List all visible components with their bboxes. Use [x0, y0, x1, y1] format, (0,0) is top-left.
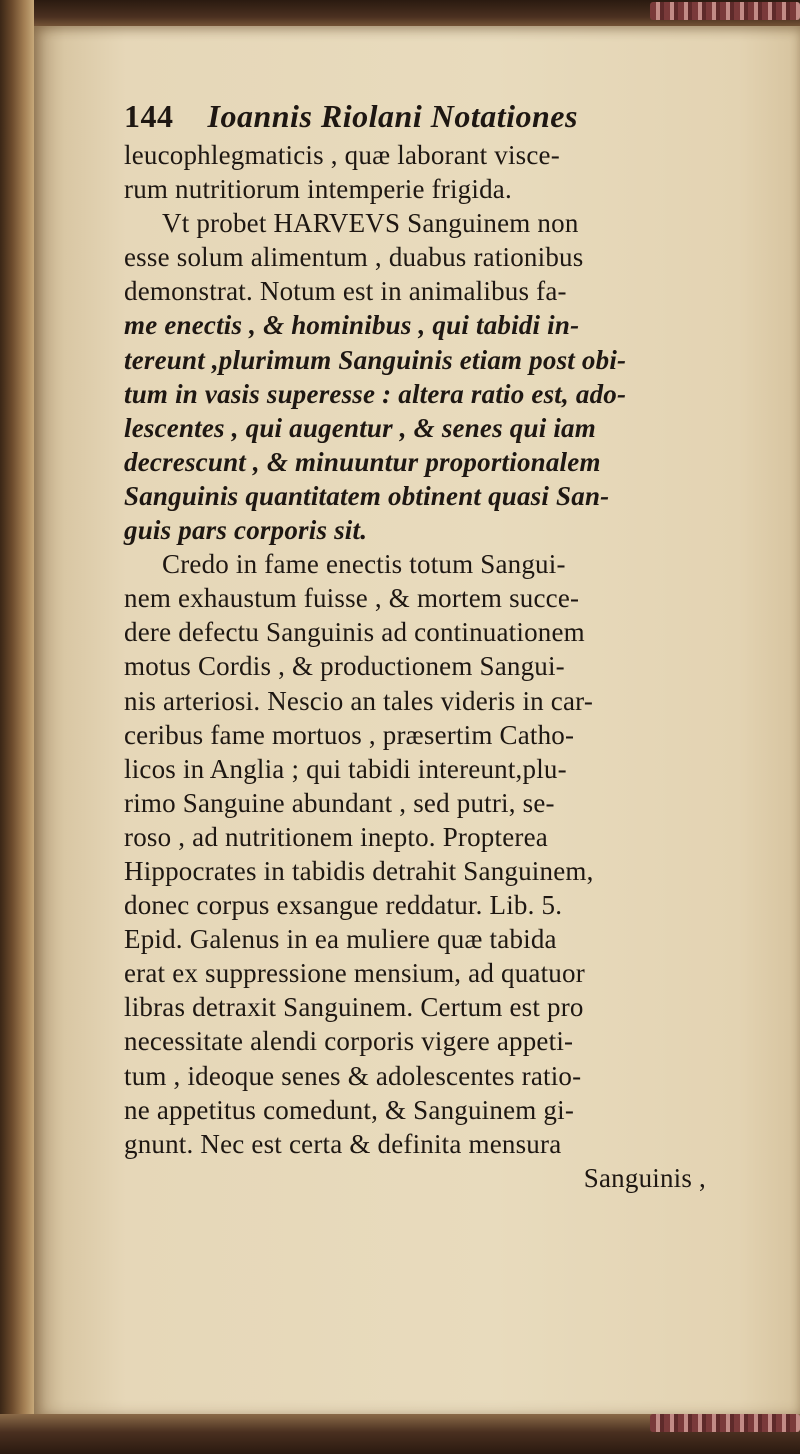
- running-header: [124, 98, 714, 138]
- book-spine: [0, 0, 34, 1454]
- text-line: dere defectu Sanguinis ad continuationem: [124, 617, 585, 648]
- running-title: Ioannis Riolani Notationes: [207, 98, 578, 134]
- ribbon-bookmark-bottom: [650, 1414, 800, 1432]
- text-line: roso , ad nutritionem inepto. Propterea: [124, 821, 548, 852]
- text-line: tereunt ,plurimum Sanguinis etiam post obi-: [124, 344, 627, 375]
- text-lines: [124, 138, 714, 1161]
- text-line: Hippocrates in tabidis detrahit Sanguinem,: [124, 855, 594, 886]
- text-line: motus Cordis , & productionem Sangui-: [124, 651, 565, 682]
- text-line: lescentes , qui augentur , & senes qui iam: [124, 412, 596, 443]
- text-line: Epid. Galenus in ea muliere quæ tabida: [124, 924, 557, 955]
- page-text: [124, 98, 714, 1195]
- text-line: Vt probet HARVEVS Sanguinem non: [162, 208, 579, 239]
- text-line: ceribus fame mortuos , præsertim Catho-: [124, 719, 575, 750]
- text-line: tum in vasis superesse : altera ratio est, ado-: [124, 378, 627, 409]
- text-line: decrescunt , & minuuntur proportionalem: [124, 446, 601, 477]
- text-line: libras detraxit Sanguinem. Certum est pro: [124, 992, 584, 1023]
- ribbon-bookmark-top: [650, 2, 800, 20]
- text-line: esse solum alimentum , duabus rationibus: [124, 242, 584, 273]
- text-line: rimo Sanguine abundant , sed putri, se-: [124, 787, 555, 818]
- text-line: gnunt. Nec est certa & definita mensura: [124, 1128, 562, 1159]
- page-number: 144: [124, 98, 174, 134]
- text-line: tum , ideoque senes & adolescentes ratio-: [124, 1060, 582, 1091]
- text-line: me enectis , & hominibus , qui tabidi in-: [124, 310, 580, 341]
- catchword: Sanguinis ,: [583, 1162, 706, 1193]
- text-line: ne appetitus comedunt, & Sanguinem gi-: [124, 1094, 575, 1125]
- text-line: nem exhaustum fuisse , & mortem succe-: [124, 583, 580, 614]
- text-line: demonstrat. Notum est in animalibus fa-: [124, 276, 567, 307]
- text-line: nis arteriosi. Nescio an tales videris in car-: [124, 685, 594, 716]
- text-line: Credo in fame enectis totum Sangui-: [162, 549, 566, 580]
- text-line: licos in Anglia ; qui tabidi intereunt,plu-: [124, 753, 567, 784]
- text-line: leucophlegmaticis , quæ laborant visce-: [124, 140, 560, 170]
- text-line: erat ex suppressione mensium, ad quatuor: [124, 958, 585, 989]
- text-line: guis pars corporis sit.: [124, 515, 368, 546]
- text-line: necessitate alendi corporis vigere appeti-: [124, 1026, 574, 1057]
- text-line: donec corpus exsangue reddatur. Lib. 5.: [124, 890, 563, 921]
- text-line: rum nutritiorum intemperie frigida.: [124, 174, 512, 205]
- text-line: Sanguinis quantitatem obtinent quasi San-: [124, 480, 610, 511]
